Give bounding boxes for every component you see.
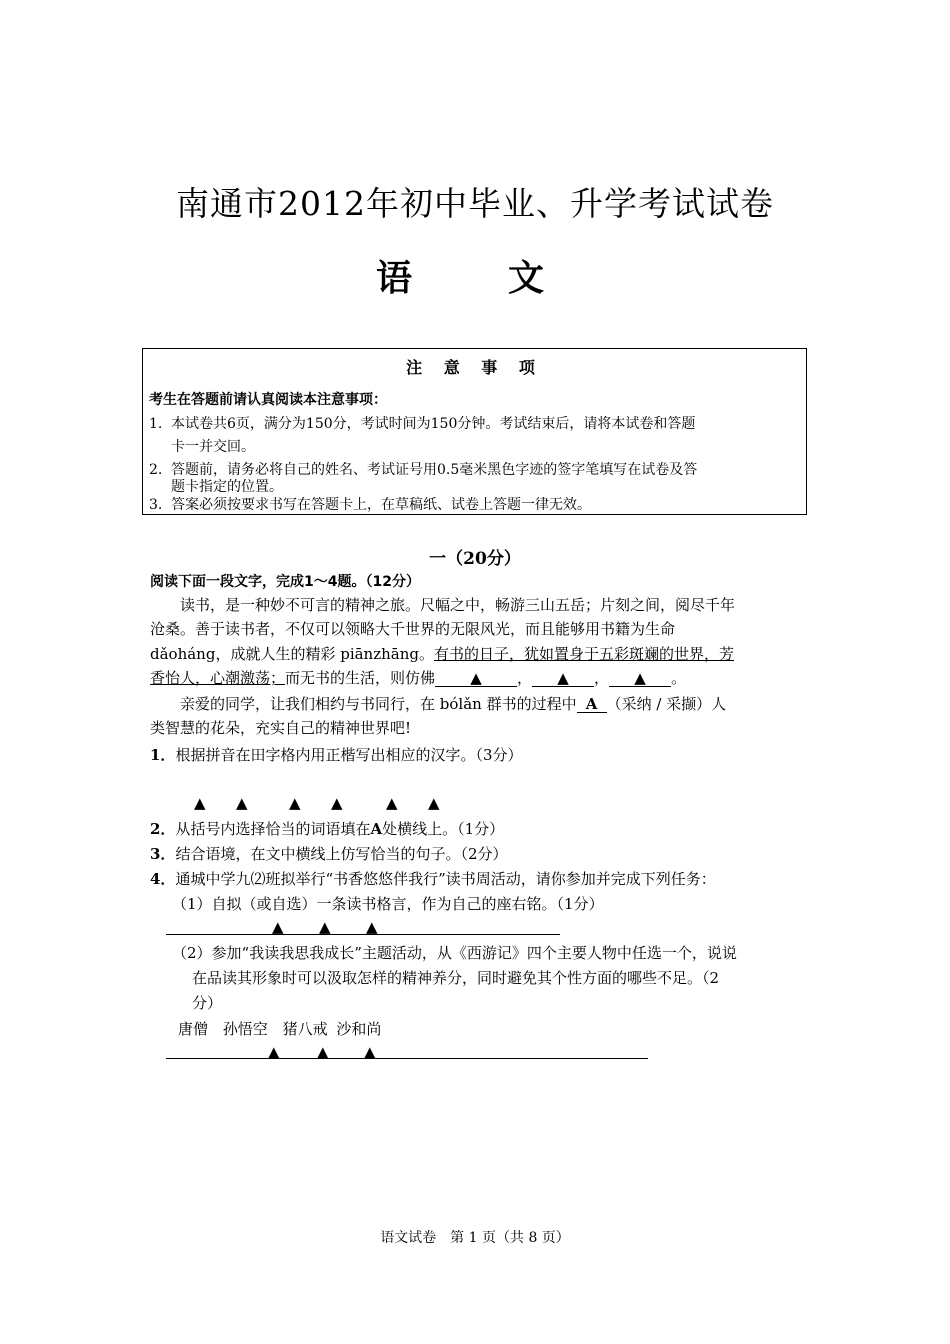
passage-line-1: 读书，是一种妙不可言的精神之旅。尺幅之中，畅游三山五岳；片刻之间，阅尽千年: [180, 596, 736, 614]
question-1: [150, 744, 522, 765]
underlined-sentence-cont: 香怡人，心潮激荡；: [150, 669, 286, 687]
comma: ，: [517, 669, 533, 687]
answer-marker: ▲: [319, 918, 331, 936]
question-text: 从括号内选择恰当的词语填在: [175, 820, 371, 838]
passage-line-4: [150, 666, 686, 690]
passage-line-6: 类智慧的花朵，充实自己的精神世界吧!: [150, 719, 412, 737]
question-number: 3．: [150, 845, 176, 863]
notice-heading: 注 意 事 项: [406, 358, 543, 377]
question-number: 4．: [150, 870, 176, 888]
answer-marker: ▲: [366, 918, 378, 936]
answer-marker: ▲: [272, 918, 284, 936]
underlined-sentence: 有书的日子，犹如置身于五彩斑斓的世界，芳: [433, 645, 734, 663]
character-name: 孙悟空: [222, 1020, 268, 1038]
answer-marker: ▲: [268, 1043, 280, 1061]
question-4: [150, 868, 716, 889]
passage-text: （采纳 / 采撷）人: [606, 695, 727, 713]
notice-item-num: 2.: [149, 462, 163, 478]
question-4-2: （2）参加“我读我思我成长”主题活动，从《西游记》四个主要人物中任选一个，说说: [172, 944, 737, 962]
notice-item-2: [149, 461, 799, 497]
triangle-marker: ▲: [557, 669, 569, 687]
passage-line-5: [180, 692, 726, 716]
character-name: 唐僧: [178, 1020, 209, 1038]
notice-box: [142, 348, 807, 515]
triangle-marker: ▲: [634, 669, 646, 687]
notice-item-3: [149, 496, 799, 515]
notice-item-text: 答案必须按要求书写在答题卡上，在草稿纸、试卷上答题一律无效。: [171, 497, 591, 513]
answer-blank-2[interactable]: [532, 670, 594, 687]
question-4-2-cont: 在品读其形象时可以汲取怎样的精神养分，同时避免其个性方面的哪些不足。（2: [192, 969, 720, 987]
passage-text: 而无书的生活，则仿佛: [285, 669, 436, 687]
question-number: 2．: [150, 820, 176, 838]
answer-marker-6: ▲: [428, 794, 440, 812]
page-footer: 语文试卷 第 1 页（共 8 页）: [380, 1230, 570, 1246]
notice-item-num: 3.: [149, 497, 163, 513]
answer-line-4-1[interactable]: [166, 934, 560, 935]
question-4-1: （1）自拟（或自选）一条读书格言，作为自己的座右铭。（1分）: [172, 895, 604, 913]
answer-marker-2: ▲: [236, 794, 248, 812]
reading-instruction: 阅读下面一段文字，完成1～4题。（12分）: [150, 574, 420, 590]
question-4-2-cont2: 分）: [192, 994, 223, 1012]
character-name: 沙和尚: [336, 1020, 382, 1038]
question-2: [150, 818, 504, 839]
question-bold-a: A: [370, 820, 383, 838]
passage-line-2: 沧桑。善于读书者，不仅可以领略大千世界的无限风光，而且能够用书籍为生命: [150, 620, 676, 638]
answer-marker-4: ▲: [331, 794, 343, 812]
answer-blank-1[interactable]: [435, 670, 517, 687]
passage-line-3: [150, 642, 734, 666]
section-heading: 一（20分）: [429, 549, 521, 569]
character-list: [178, 1018, 381, 1039]
notice-item-text: 本试卷共6页，满分为150分，考试时间为150分钟。考试结束后，请将本试卷和答题: [171, 416, 696, 432]
notice-item-num: 1.: [149, 416, 163, 432]
answer-line-4-2[interactable]: [166, 1058, 648, 1059]
notice-intro: 考生在答题前请认真阅读本注意事项：: [149, 392, 387, 408]
notice-item-text: 答题前，请务必将自己的姓名、考试证号用0.5毫米黑色字迹的签字笔填写在试卷及答: [171, 462, 698, 478]
notice-item-text-cont: 题卡指定的位置。: [171, 479, 283, 495]
notice-item-text-cont: 卡一并交回。: [171, 439, 255, 455]
answer-marker: ▲: [317, 1043, 329, 1061]
question-number: 1．: [150, 746, 176, 764]
character-name: 猪八戒: [282, 1020, 328, 1038]
answer-blank-a[interactable]: A: [577, 696, 607, 713]
answer-blank-3[interactable]: [609, 670, 671, 687]
answer-marker-3: ▲: [289, 794, 301, 812]
answer-marker: ▲: [364, 1043, 376, 1061]
answer-marker-5: ▲: [386, 794, 398, 812]
question-text: 通城中学九⑵班拟举行“书香悠悠伴我行”读书周活动，请你参加并完成下列任务：: [175, 870, 716, 888]
passage-pinyin-text: dǎoháng，成就人生的精彩 piānzhāng。: [150, 645, 434, 663]
question-3: [150, 843, 507, 864]
question-text: 结合语境，在文中横线上仿写恰当的句子。（2分）: [175, 845, 508, 863]
triangle-marker: ▲: [470, 669, 482, 687]
answer-marker-1: ▲: [194, 794, 206, 812]
exam-title: 南通市2012年初中毕业、升学考试试卷: [176, 184, 774, 223]
notice-item-1: [149, 415, 799, 457]
question-text: 根据拼音在田字格内用正楷写出相应的汉字。（3分）: [175, 746, 523, 764]
passage-text: 亲爱的同学，让我们相约与书同行，在 bólǎn 群书的过程中: [180, 695, 577, 713]
comma: ，: [594, 669, 610, 687]
subject-title: 语 文: [375, 257, 574, 299]
period: 。: [671, 669, 687, 687]
question-text-cont: 处横线上。（1分）: [382, 820, 505, 838]
